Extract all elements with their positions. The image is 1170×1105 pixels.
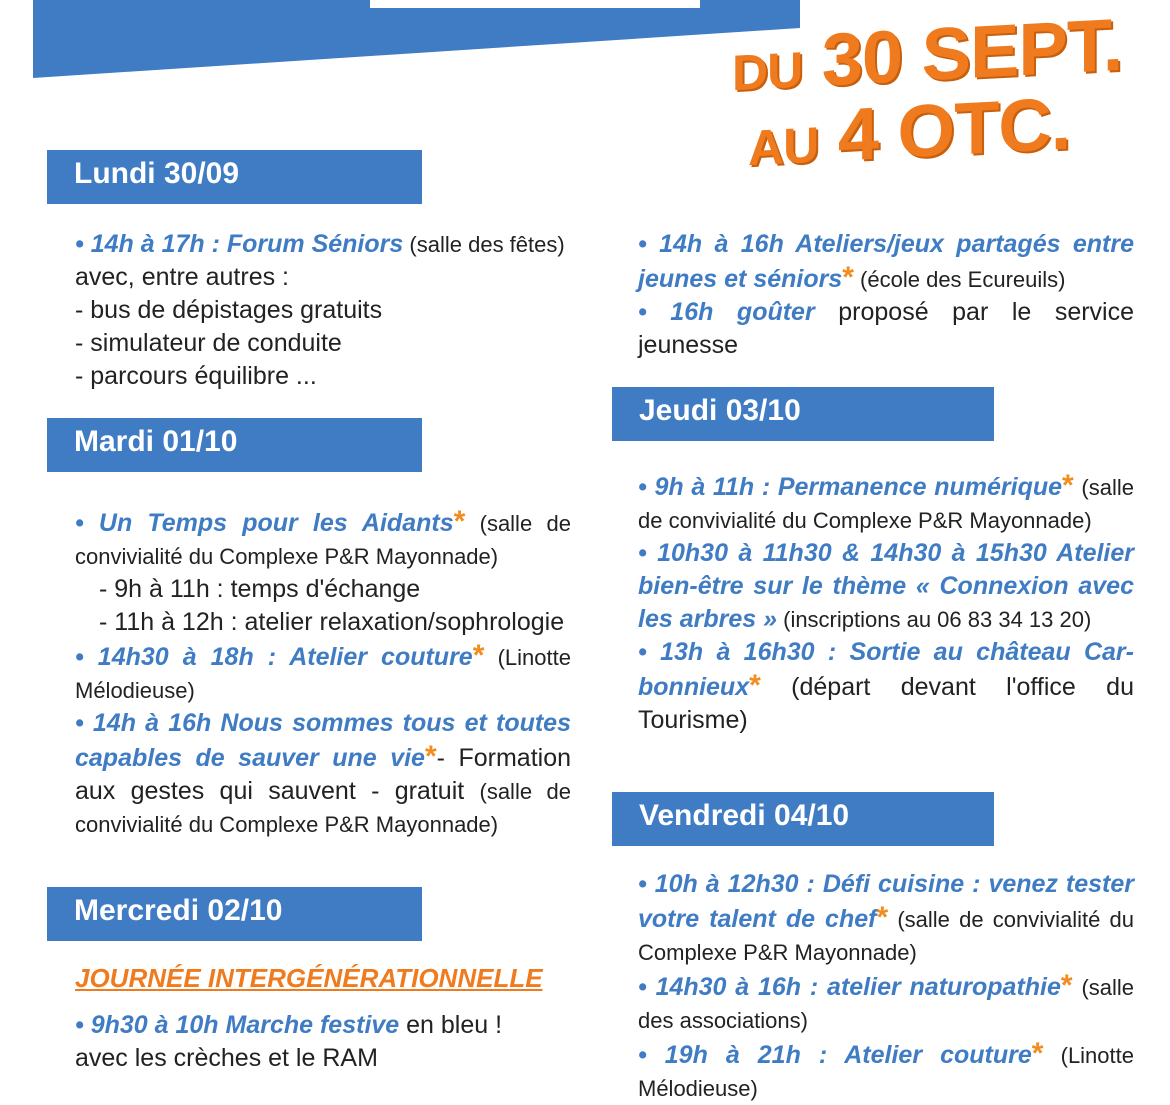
star-mark: *	[1060, 969, 1073, 1002]
event-title: • 13h à 16h30 : Sortie au château Car-bonnieux	[638, 638, 1134, 701]
event-title: • 9h30 à 10h Marche festive	[75, 1011, 400, 1039]
event-title: • 14h30 à 16h : atelier naturopathie	[638, 973, 1061, 1001]
dates-prefix-du: DU	[731, 41, 802, 102]
event-place: (Linotte Mélodieuse)	[638, 1043, 1134, 1101]
vendredi-events	[638, 868, 1134, 1105]
event-title: • 14h à 16h Nous sommes tous et toutes capables de sauver une vie	[75, 709, 571, 772]
dates-end: 4 OTC.	[837, 81, 1070, 177]
star-mark: *	[1031, 1037, 1044, 1070]
star-mark: *	[749, 669, 761, 702]
lundi-events	[75, 228, 571, 393]
jeudi-event-numerique	[638, 469, 1134, 537]
event-title: • 10h à 12h30 : Défi cuisine : venez tester votre talent de chef	[638, 870, 1134, 933]
event-title: • 14h à 16h Ateliers/jeux partagés entre jeunes et séniors	[638, 230, 1134, 293]
event-desc: - Formation aux gestes qui sauvent - gratuit	[75, 744, 572, 805]
list-item: - 9h à 11h : temps d'échange	[99, 575, 421, 603]
day-header-mardi: Mardi 01/10	[47, 418, 422, 472]
mercredi-event-gouter	[638, 296, 1134, 362]
event-place: (Linotte Mélodieuse)	[75, 645, 571, 703]
mercredi-subtitle: JOURNÉE INTERGÉNÉRATIONNELLE	[75, 963, 543, 993]
event-desc: en bleu !	[399, 1011, 503, 1039]
mardi-events	[75, 505, 571, 841]
star-mark: *	[424, 740, 437, 773]
dates-start: 30 SEPT.	[821, 2, 1122, 102]
jeudi-events	[638, 469, 1134, 737]
mardi-event-secours	[75, 707, 571, 841]
event-place: (salle des fêtes)	[403, 232, 565, 257]
lundi-event-forum	[75, 228, 571, 261]
star-mark: *	[1062, 469, 1074, 502]
list-item: - simulateur de conduite	[75, 329, 342, 357]
dates-prefix-au: AU	[747, 116, 818, 177]
event-desc: proposé par le service jeunesse	[638, 298, 1135, 359]
event-title: • 19h à 21h : Atelier couture	[638, 1041, 1032, 1069]
jeudi-event-sortie	[638, 636, 1134, 737]
event-title: • 14h à 17h : Forum Séniors	[75, 230, 404, 258]
day-header-mercredi: Mercredi 02/10	[47, 887, 422, 941]
mercredi-events-left	[75, 962, 571, 1075]
event-place: (salle de convivialité du Complexe P&R Mayonnade)	[638, 475, 1134, 533]
event-desc: (départ devant l'office du Tourisme)	[638, 673, 1134, 734]
event-desc-line: avec les crèches et le RAM	[75, 1044, 378, 1072]
star-mark: *	[842, 261, 854, 294]
list-item: - bus de dépistages gratuits	[75, 296, 383, 324]
day-header-jeudi: Jeudi 03/10	[612, 387, 994, 441]
day-header-lundi: Lundi 30/09	[47, 150, 422, 204]
mardi-event-couture	[75, 639, 571, 707]
mercredi-event-marche	[75, 1009, 571, 1042]
event-place: (inscriptions au 06 83 34 13 20)	[777, 607, 1092, 632]
star-mark: *	[453, 505, 466, 538]
star-mark: *	[876, 901, 889, 934]
event-place: (salle de convivialité du Complexe P&R Mayonnade)	[638, 907, 1134, 965]
day-header-vendredi: Vendredi 04/10	[612, 792, 994, 846]
vendredi-event-couture	[638, 1037, 1134, 1105]
dates-heading	[731, 2, 1122, 178]
vendredi-event-cuisine	[638, 868, 1134, 969]
list-item: - parcours équilibre ...	[75, 362, 317, 390]
event-title: • 10h30 à 11h30 & 14h30 à 15h30 Atelier bien-être sur le thème « Connexion avec les arbres »	[638, 539, 1134, 633]
event-intro: avec, entre autres :	[75, 263, 290, 291]
event-place: (salle de convivialité du Complexe P&R Mayonnade)	[75, 779, 572, 837]
event-title: • 16h goûter	[638, 298, 815, 326]
event-place: (salle de convivialité du Complexe P&R Mayonnade)	[75, 511, 571, 569]
vendredi-event-naturopathie	[638, 969, 1134, 1037]
event-title: • 14h30 à 18h : Atelier couture	[75, 643, 473, 671]
event-place: (école des Ecureuils)	[853, 267, 1066, 292]
event-place: (salle des associations)	[638, 975, 1135, 1033]
event-title: • Un Temps pour les Aidants	[75, 509, 454, 537]
jeudi-event-bienetre	[638, 537, 1134, 636]
list-item: - 11h à 12h : atelier relaxation/sophrologie	[99, 608, 565, 636]
star-mark: *	[472, 639, 485, 672]
mardi-event-aidants	[75, 505, 571, 573]
mercredi-events-right	[638, 228, 1134, 362]
event-title: • 9h à 11h : Permanence numérique	[638, 473, 1063, 501]
mercredi-event-ateliers	[638, 228, 1134, 296]
